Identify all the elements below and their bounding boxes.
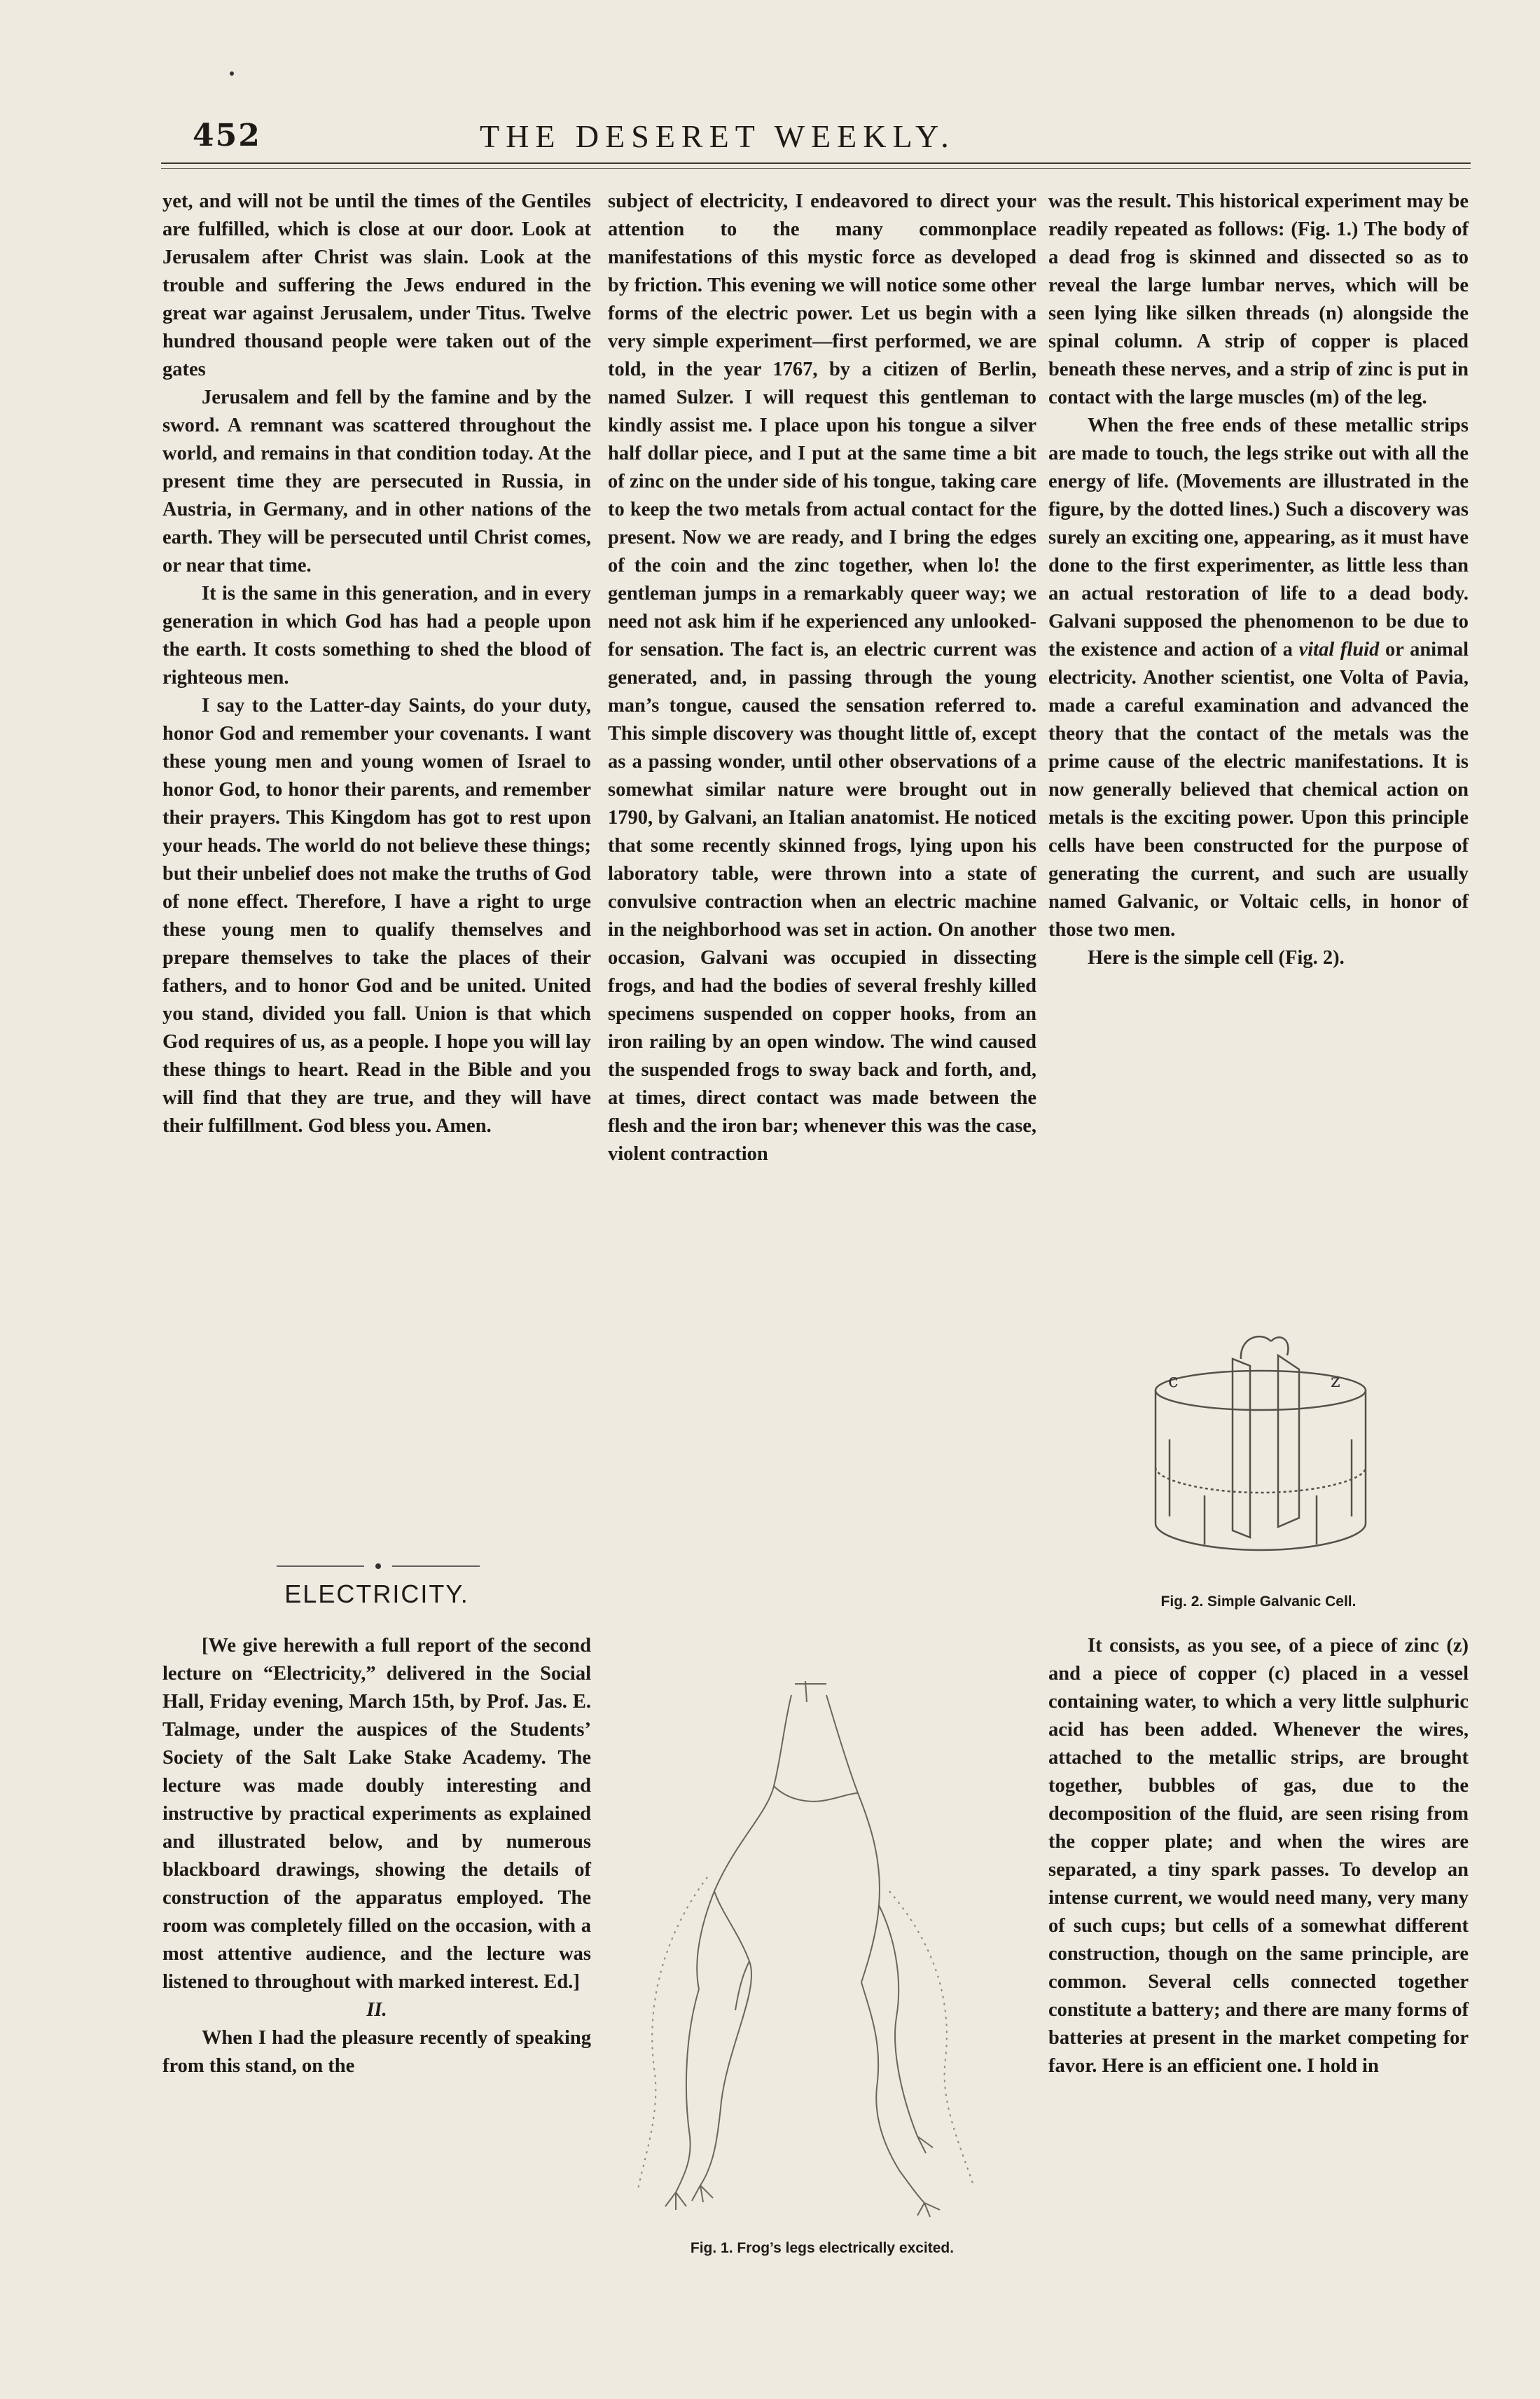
col3-paragraph-4: It consists, as you see, of a piece of zinc (z) and a piece of copper (c) placed in a vessel containing water, to which a very little sulphuric acid has been added. Whenever the wires, attached to the metallic strips, are brought together, bubbles of gas, due to the decomposition of the fluid, are seen rising from the copper plate; and when the wires are separated, a tiny spark passes. To develop an intense current, we would need many, very many of such cups; but cells of a somewhat different construction, though on the same principle, are common. Several cells connected together constitute a battery; and there are many forms of batteries at present in the market competing for favor. Here is an efficient one. I hold in bbox=[1048, 1635, 1469, 2077]
col1-paragraph-4: I say to the Latter-day Saints, do your duty, honor God and remember your covenants. I want these young men and young women of Israel to honor God, to honor their parents, and remember their prayers. This Kingdom has got to rest upon your heads. The world do not believe these things; but their unbelief does not make the truths of God of none effect. Therefore, I have a right to urge these young men to qualify themselves and prepare themselves to take the places of their fathers, and to honor God and be united. United you stand, divided you fall. Union is that which God requires of us, as a people. I hope you will lay these things to heart. Read in the Bible and you will find that they are true, and they will have their fulfillment. God bless you. Amen. bbox=[162, 695, 591, 1137]
publication-title: THE DESERET WEEKLY. bbox=[480, 118, 955, 154]
section-title: ELECTRICITY. bbox=[284, 1579, 469, 1608]
col3-paragraph-2-part-a: When the free ends of these metallic strips are made to touch, the legs strike out with all the energy of life. (Movements are illustrated in the figure, by the dotted lines.) Such a discovery was surely an exciting one, appearing, as it must have done to the first experimenter, as little less than an actual restoration of life to a dead body. Galvani supposed the phenomenon to be due to the existence and action of a bbox=[1048, 415, 1469, 661]
galvanic-cell-illustration bbox=[1128, 1327, 1394, 1558]
col2-paragraph-1: subject of electricity, I endeavored to direct your attention to the many commonplace manifestations of this mystic force as developed by friction. This evening we will notice some other forms of the electric power. Let us begin with a very simple experiment—first performed, we are told, in the year 1767, by a citizen of Berlin, named Sulzer. I will request this gentleman to kindly assist me. I place upon his tongue a silver half dollar piece, and I put at the same time a bit of zinc on the under side of his tongue, taking care to keep the two metals from actual contact for the present. Now we are ready, and I bring the edges of the coin and the zinc together, when lo! the gentleman jumps in a remarkably queer way; we need not ask him if he experienced any unlooked-for sensation. The fact is, an electric current was generated, and, in passing through the young man’s tongue, caused the sensation referred to. This simple discovery was thought little of, except as a passing wonder, until other observations of a somewhat similar nature were brought out in 1790, by Galvani, an Italian anatomist. He noticed that some recently skinned frogs, lying upon his laboratory table, were thrown into a state of convulsive contraction when an electric machine in the neighborhood was set in action. On another occasion, Galvani was occupied in dissecting frogs, and had the bodies of several freshly killed specimens suspended on copper hooks, from an iron railing by an open window. The wind caused the suspended frogs to sway back and forth, and, at times, direct contact was made between the flesh and the iron bar; whenever this was the case, violent contraction bbox=[608, 191, 1036, 1165]
figure-2-caption: Fig. 2. Simple Galvanic Cell. bbox=[1160, 1593, 1357, 1610]
col3-paragraph-2-part-b: or animal electricity. Another scientist, one Volta of Pavia, made a careful examination and advanced the theory that the contact of the metals was the prime cause of the electric manifestations. It is now generally believed that chemical action on metals is the exciting power. Upon this principle cells have been constructed for the purpose of generating the current, and such are usually named Galvanic, or Voltaic cells, in honor of those two men. bbox=[1048, 639, 1469, 941]
lecture-numeral: II. bbox=[366, 1999, 387, 2021]
column-1-lower bbox=[162, 1632, 591, 2080]
header-rule bbox=[161, 163, 1471, 164]
column-1 bbox=[162, 188, 591, 1140]
page-header bbox=[179, 118, 1467, 160]
section-divider-ornament bbox=[277, 1562, 480, 1570]
vital-fluid-emphasis: vital fluid bbox=[1298, 639, 1380, 661]
figure-1-caption: Fig. 1. Frog’s legs electrically excited. bbox=[690, 2240, 955, 2256]
col3-paragraph-1: was the result. This historical experiment may be readily repeated as follows: (Fig. 1.) The body of a dead frog is skinned and dissected so as to reveal the large lumbar nerves, which will be seen lying like silken threads (n) alongside the spinal column. A strip of copper is placed beneath these nerves, and a strip of zinc is put in contact with the large muscles (m) of the leg. bbox=[1048, 191, 1469, 408]
column-3 bbox=[1048, 188, 1469, 972]
col1-paragraph-1: yet, and will not be until the times of the Gentiles are fulfilled, which is close at our door. Look at Jerusalem after Christ was slain. Look at the trouble and suffering the Jews endured in the great war against Jerusalem, under Titus. Twelve hundred thousand people were taken out of the gates bbox=[162, 191, 591, 380]
copper-label: c bbox=[1168, 1371, 1179, 1392]
frog-legs-illustration bbox=[616, 1681, 1022, 2220]
print-speck bbox=[230, 71, 234, 76]
col1-paragraph-2: Jerusalem and fell by the famine and by the sword. A remnant was scattered throughout the world, and remains in that condition today. At the present time they are persecuted in Russia, in Austria, in Germany, and in other nations of the earth. They will be persecuted until Christ comes, or near that time. bbox=[162, 387, 591, 576]
editor-note: [We give herewith a full report of the second lecture on “Electricity,” delivered in the Social Hall, Friday evening, March 15th, by Prof. Jas. E. Talmage, under the auspices of the Students’ Society of the Salt Lake Stake Academy. The lecture was made doubly interesting and instructive by practical experiments as explained and illustrated below, and by numerous blackboard drawings, showing the details of construction of the apparatus employed. The room was completely filled on the occasion, with a most attentive audience, and the lecture was listened to throughout with marked interest. Ed.] bbox=[162, 1635, 591, 1993]
col1-paragraph-3: It is the same in this generation, and in every generation in which God has had a people upon the earth. It costs something to shed the blood of righteous men. bbox=[162, 583, 591, 689]
column-3-lower bbox=[1048, 1632, 1469, 2080]
zinc-label: z bbox=[1331, 1371, 1340, 1392]
header-rule-thin bbox=[161, 168, 1471, 169]
column-2 bbox=[608, 188, 1036, 1168]
col3-paragraph-2 bbox=[1048, 412, 1469, 944]
col1-paragraph-5: When I had the pleasure recently of speaking from this stand, on the bbox=[162, 2027, 591, 2077]
col3-paragraph-3: Here is the simple cell (Fig. 2). bbox=[1088, 947, 1345, 969]
page-number: 452 bbox=[193, 118, 261, 153]
